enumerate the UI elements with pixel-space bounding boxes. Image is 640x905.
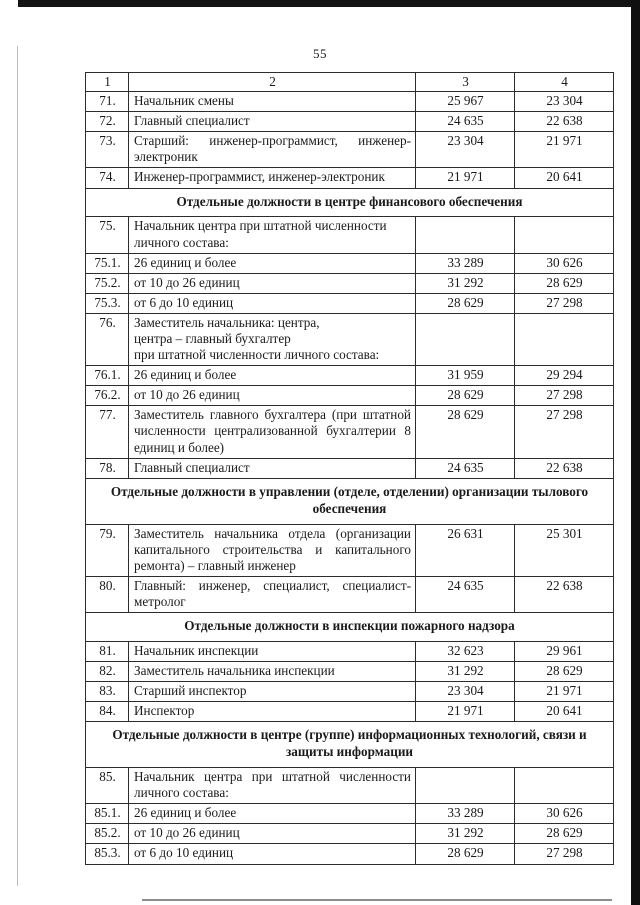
row-value-col4: 28 629 (515, 662, 614, 682)
row-value-col3 (416, 313, 515, 365)
column-header-1: 1 (86, 73, 129, 92)
section-header-label: Отдельные должности в центре финансового обеспечения (86, 188, 614, 217)
row-value-col3 (416, 768, 515, 804)
row-position-title: Начальник центра при штатной численности личного состава: (129, 768, 416, 804)
row-number: 85.3. (86, 844, 129, 864)
table-row (86, 824, 614, 844)
row-value-col3: 33 289 (416, 253, 515, 273)
row-position-title: Главный специалист (129, 112, 416, 132)
table-row (86, 458, 614, 478)
row-value-col3: 23 304 (416, 682, 515, 702)
table-header-row (86, 73, 614, 92)
row-number: 75.1. (86, 253, 129, 273)
row-number: 80. (86, 576, 129, 612)
row-number: 79. (86, 524, 129, 576)
row-number: 82. (86, 662, 129, 682)
row-position-title: Старший: инженер-программист, инженер-электроник (129, 132, 416, 168)
row-value-col4: 27 298 (515, 406, 614, 458)
row-value-col4: 20 641 (515, 168, 614, 188)
row-number: 85.2. (86, 824, 129, 844)
row-value-col3: 28 629 (416, 386, 515, 406)
row-position-title: Инспектор (129, 702, 416, 722)
row-value-col4: 28 629 (515, 273, 614, 293)
section-header-label: Отдельные должности в инспекции пожарного надзора (86, 613, 614, 642)
table-row (86, 641, 614, 661)
row-position-title: Заместитель начальника отдела (организации капитального строительства и капитального ремонта) – главный инженер (129, 524, 416, 576)
row-value-col3: 28 629 (416, 844, 515, 864)
row-value-col3: 24 635 (416, 112, 515, 132)
row-number: 85.1. (86, 804, 129, 824)
table-row (86, 406, 614, 458)
row-number: 77. (86, 406, 129, 458)
row-position-title: Заместитель начальника инспекции (129, 662, 416, 682)
table-row (86, 168, 614, 188)
row-value-col4: 25 301 (515, 524, 614, 576)
table-row (86, 844, 614, 864)
table-row (86, 132, 614, 168)
row-value-col4: 29 961 (515, 641, 614, 661)
row-value-col4: 30 626 (515, 804, 614, 824)
row-value-col3: 21 971 (416, 168, 515, 188)
row-number: 75. (86, 217, 129, 253)
row-number: 71. (86, 92, 129, 112)
row-value-col3: 26 631 (416, 524, 515, 576)
section-header-row (86, 613, 614, 642)
row-value-col3: 21 971 (416, 702, 515, 722)
row-value-col4: 27 298 (515, 293, 614, 313)
row-value-col4: 23 304 (515, 92, 614, 112)
column-header-3: 3 (416, 73, 515, 92)
row-number: 76. (86, 313, 129, 365)
table-row (86, 576, 614, 612)
table-row (86, 524, 614, 576)
row-value-col4: 22 638 (515, 112, 614, 132)
scan-edge-top (18, 0, 640, 7)
row-value-col4: 21 971 (515, 132, 614, 168)
row-value-col4: 28 629 (515, 824, 614, 844)
row-value-col3 (416, 217, 515, 253)
table-row (86, 112, 614, 132)
row-position-title: от 10 до 26 единиц (129, 386, 416, 406)
row-position-title: Старший инспектор (129, 682, 416, 702)
row-position-title: Начальник инспекции (129, 641, 416, 661)
row-value-col3: 31 292 (416, 273, 515, 293)
page-number: 55 (313, 46, 327, 61)
row-value-col3: 32 623 (416, 641, 515, 661)
row-position-title: Инженер-программист, инженер-электроник (129, 168, 416, 188)
row-number: 84. (86, 702, 129, 722)
row-number: 76.2. (86, 386, 129, 406)
table-row (86, 92, 614, 112)
row-number: 73. (86, 132, 129, 168)
row-position-title: 26 единиц и более (129, 366, 416, 386)
row-number: 76.1. (86, 366, 129, 386)
table-row (86, 662, 614, 682)
row-position-title: Главный: инженер, специалист, специалист-метролог (129, 576, 416, 612)
scan-edge-right (631, 0, 640, 905)
table-row (86, 702, 614, 722)
column-header-4: 4 (515, 73, 614, 92)
row-value-col4 (515, 768, 614, 804)
section-header-row (86, 478, 614, 524)
row-value-col3: 31 292 (416, 662, 515, 682)
table-row (86, 768, 614, 804)
row-number: 85. (86, 768, 129, 804)
row-position-title: Начальник центра при штатной численности личного состава: (129, 217, 416, 253)
row-position-title: от 6 до 10 единиц (129, 844, 416, 864)
row-position-title: Заместитель начальника: центра, центра – главный бухгалтер при штатной численности личного состава: (129, 313, 416, 365)
row-number: 75.3. (86, 293, 129, 313)
row-value-col4: 21 971 (515, 682, 614, 702)
table-row (86, 386, 614, 406)
row-value-col4: 29 294 (515, 366, 614, 386)
row-value-col4: 20 641 (515, 702, 614, 722)
row-position-title: от 6 до 10 единиц (129, 293, 416, 313)
row-number: 83. (86, 682, 129, 702)
row-value-col4 (515, 313, 614, 365)
salary-table (85, 72, 614, 865)
section-header-label: Отдельные должности в управлении (отделе, отделении) организации тылового обеспечения (86, 478, 614, 524)
row-position-title: Заместитель главного бухгалтера (при штатной численности централизованной бухгалтерии 8 единиц и более) (129, 406, 416, 458)
section-header-row (86, 722, 614, 768)
row-value-col4: 22 638 (515, 458, 614, 478)
row-value-col4 (515, 217, 614, 253)
row-position-title: 26 единиц и более (129, 804, 416, 824)
row-number: 78. (86, 458, 129, 478)
salary-table-body (86, 73, 614, 865)
row-position-title: от 10 до 26 единиц (129, 273, 416, 293)
section-header-row (86, 188, 614, 217)
table-row (86, 682, 614, 702)
row-value-col4: 27 298 (515, 386, 614, 406)
section-header-label: Отдельные должности в центре (группе) информационных технологий, связи и защиты информации (86, 722, 614, 768)
row-value-col3: 25 967 (416, 92, 515, 112)
column-header-2: 2 (129, 73, 416, 92)
row-value-col4: 27 298 (515, 844, 614, 864)
table-row (86, 253, 614, 273)
row-value-col4: 22 638 (515, 576, 614, 612)
row-number: 74. (86, 168, 129, 188)
table-row (86, 217, 614, 253)
row-value-col3: 23 304 (416, 132, 515, 168)
row-value-col3: 28 629 (416, 406, 515, 458)
table-row (86, 313, 614, 365)
row-value-col3: 28 629 (416, 293, 515, 313)
table-row (86, 273, 614, 293)
row-value-col3: 24 635 (416, 576, 515, 612)
table-row (86, 804, 614, 824)
row-position-title: 26 единиц и более (129, 253, 416, 273)
row-value-col4: 30 626 (515, 253, 614, 273)
row-value-col3: 31 292 (416, 824, 515, 844)
scan-edge-bottom-rule (142, 899, 612, 901)
row-number: 75.2. (86, 273, 129, 293)
row-position-title: Начальник смены (129, 92, 416, 112)
row-value-col3: 33 289 (416, 804, 515, 824)
row-position-title: от 10 до 26 единиц (129, 824, 416, 844)
scan-edge-left-rule (17, 46, 18, 886)
row-number: 81. (86, 641, 129, 661)
table-row (86, 366, 614, 386)
row-value-col3: 24 635 (416, 458, 515, 478)
table-row (86, 293, 614, 313)
row-value-col3: 31 959 (416, 366, 515, 386)
row-number: 72. (86, 112, 129, 132)
row-position-title: Главный специалист (129, 458, 416, 478)
